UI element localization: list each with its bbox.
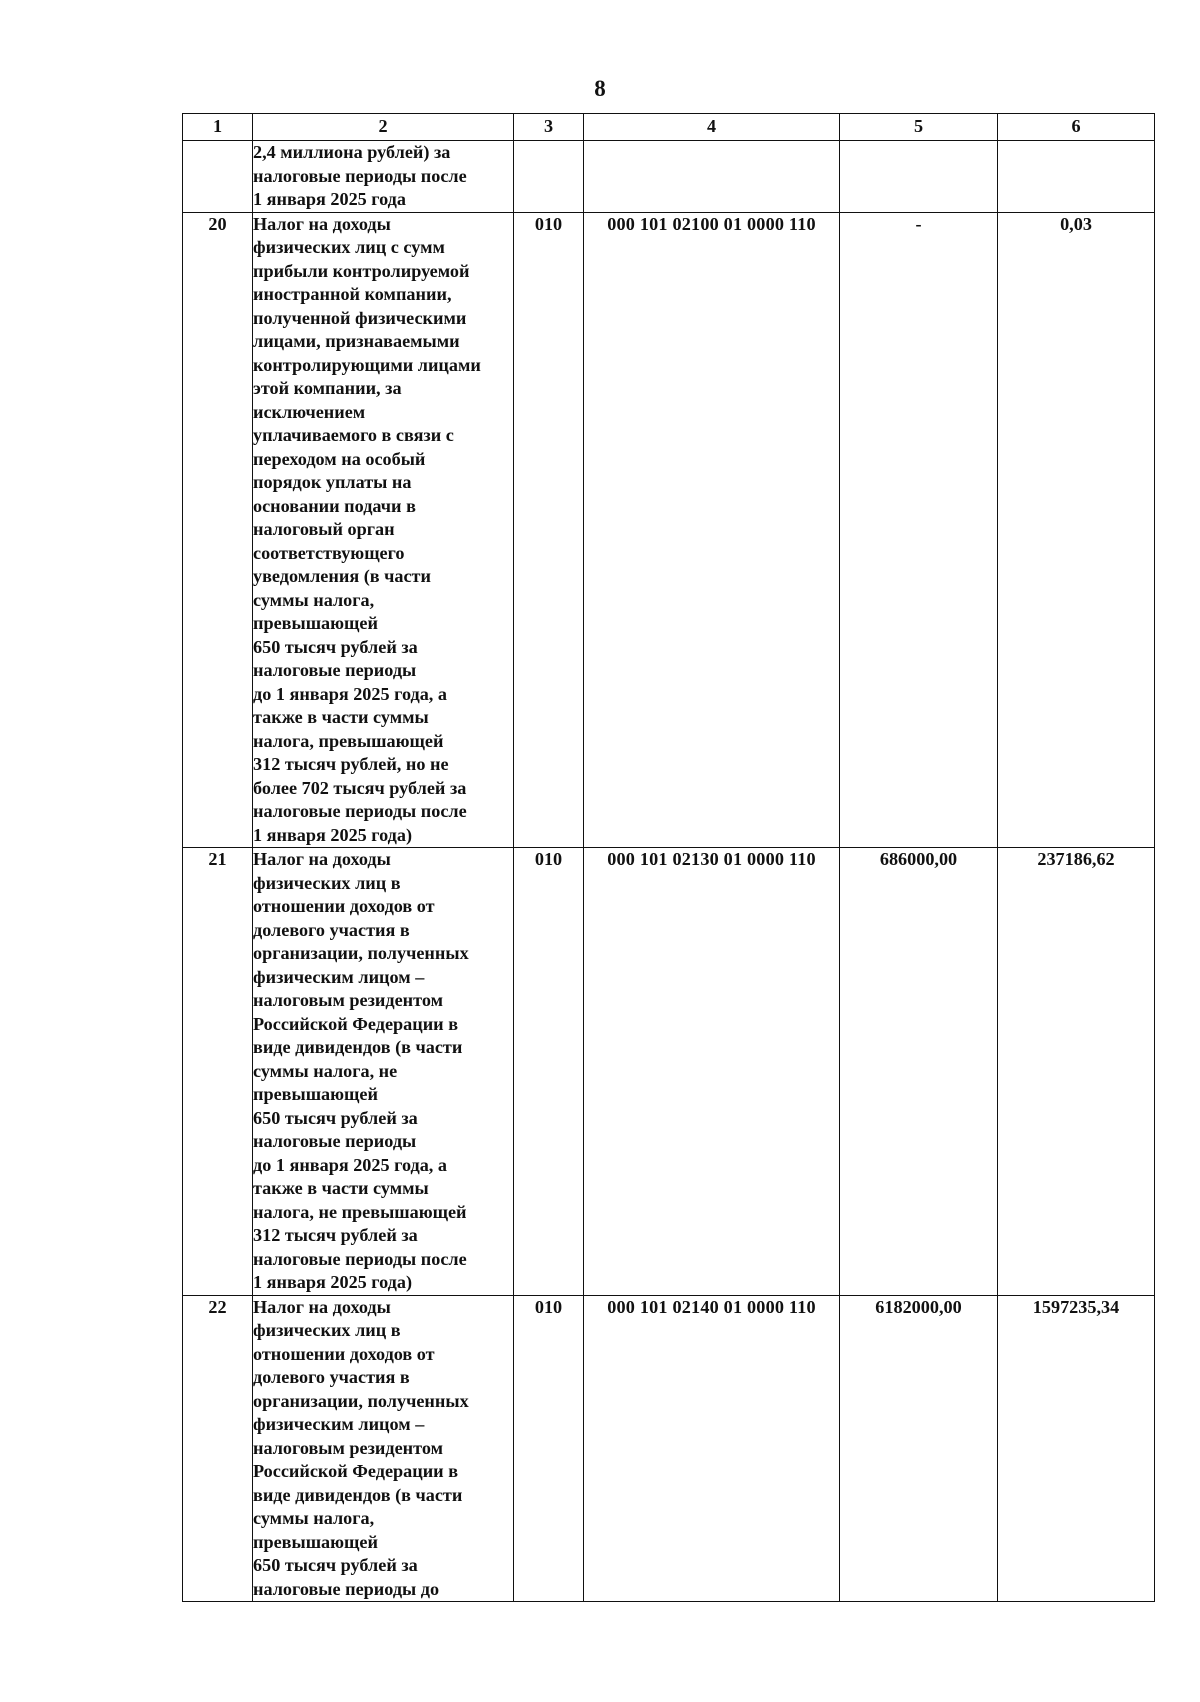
table-header-row — [183, 114, 1155, 141]
row-number: 20 — [183, 212, 253, 848]
row-approved-amount — [840, 141, 998, 213]
row-number: 22 — [183, 1295, 253, 1602]
row-executed-amount: 1597235,34 — [998, 1295, 1155, 1602]
table-row — [183, 1295, 1155, 1602]
row-budget-code: 000 101 02140 01 0000 110 — [584, 1295, 840, 1602]
header-col-4: 4 — [584, 114, 840, 141]
row-description: 2,4 миллиона рублей) за налоговые периоды после 1 января 2025 года — [253, 141, 514, 213]
row-description: Налог на доходы физических лиц в отношении доходов от долевого участия в организации, полученных физическим лицом – налоговым резидентом Российской Федерации в виде дивидендов (в части суммы налога, превышающей 650 тысяч рублей за налоговые периоды до — [253, 1295, 514, 1602]
row-number: 21 — [183, 848, 253, 1296]
row-description: Налог на доходы физических лиц с сумм прибыли контролируемой иностранной компании, полученной физическими лицами, признаваемыми контролирующими лицами этой компании, за исключением уплачиваемого в связи с переходом на особый порядок уплаты на основании подачи в налоговый орган соответствующего уведомления (в части суммы налога, превышающей 650 тысяч рублей за налоговые периоды до 1 января 2025 года, а также в части суммы налога, превышающей 312 тысяч рублей, но не более 702 тысяч рублей за налоговые периоды после 1 января 2025 года) — [253, 212, 514, 848]
row-approved-amount: 686000,00 — [840, 848, 998, 1296]
table-row — [183, 848, 1155, 1296]
row-line-code: 010 — [514, 848, 584, 1296]
header-col-5: 5 — [840, 114, 998, 141]
row-number — [183, 141, 253, 213]
row-approved-amount: 6182000,00 — [840, 1295, 998, 1602]
row-approved-amount: - — [840, 212, 998, 848]
row-line-code: 010 — [514, 212, 584, 848]
table-row — [183, 212, 1155, 848]
header-col-1: 1 — [183, 114, 253, 141]
header-col-3: 3 — [514, 114, 584, 141]
header-col-2: 2 — [253, 114, 514, 141]
header-col-6: 6 — [998, 114, 1155, 141]
row-executed-amount: 237186,62 — [998, 848, 1155, 1296]
table-row — [183, 141, 1155, 213]
row-executed-amount: 0,03 — [998, 212, 1155, 848]
row-executed-amount — [998, 141, 1155, 213]
page-number: 8 — [594, 76, 606, 101]
row-line-code: 010 — [514, 1295, 584, 1602]
budget-table — [182, 113, 1155, 1602]
row-budget-code — [584, 141, 840, 213]
row-budget-code: 000 101 02100 01 0000 110 — [584, 212, 840, 848]
row-description: Налог на доходы физических лиц в отношении доходов от долевого участия в организации, полученных физическим лицом – налоговым резидентом Российской Федерации в виде дивидендов (в части суммы налога, не превышающей 650 тысяч рублей за налоговые периоды до 1 января 2025 года, а также в части суммы налога, не превышающей 312 тысяч рублей за налоговые периоды после 1 января 2025 года) — [253, 848, 514, 1296]
row-budget-code: 000 101 02130 01 0000 110 — [584, 848, 840, 1296]
row-line-code — [514, 141, 584, 213]
